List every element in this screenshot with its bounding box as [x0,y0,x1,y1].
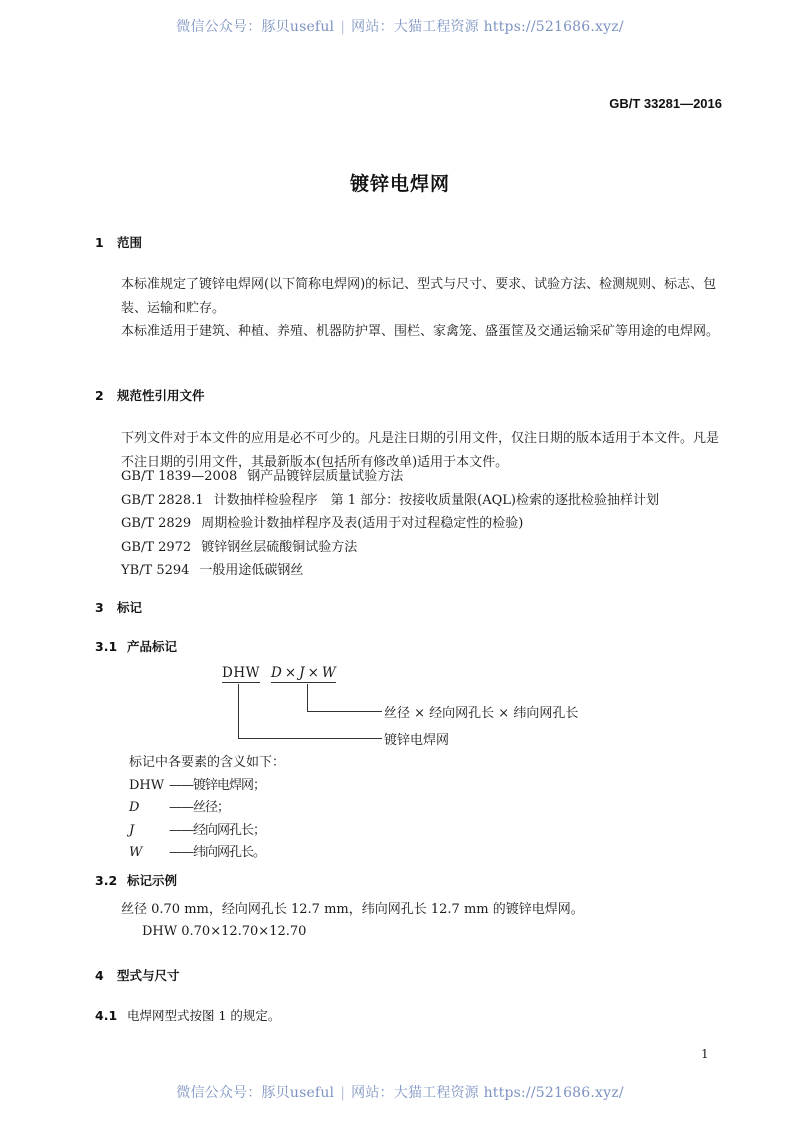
section-3-2-heading [95,871,177,889]
section-2-heading [95,386,205,404]
normative-references-list [121,465,659,583]
watermark-wechat: 微信公众号：豚贝useful [176,1085,335,1101]
definition-meaning: ——经向网孔长； [169,822,266,838]
reference-title: 镀锌钢丝层硫酸铜试验方法 [201,539,358,555]
marking-prefix: DHW [222,665,260,681]
section-number: 4.1 [95,1008,118,1023]
watermark-separator: | [340,19,346,35]
section-1-paragraph-1 [95,273,725,321]
definition-item [129,797,285,820]
var-j: J [299,665,305,681]
section-1-heading [95,233,142,251]
reference-code: GB/T 2829 [121,516,192,531]
definition-symbol: DHW [129,777,165,793]
watermark-separator: | [340,1085,346,1101]
section-title: 型式与尺寸 [117,968,180,983]
section-text: 电焊网型式按图 1 的规定。 [127,1008,281,1023]
times-sign: × [284,665,297,681]
var-w: W [321,665,336,681]
section-number: 3.2 [95,873,118,888]
section-title: 范围 [117,235,143,250]
reference-code: GB/T 1839—2008 [121,469,238,484]
section-number: 3.1 [95,639,118,654]
marking-example-text: 丝径 0.70 mm，经向网孔长 12.7 mm，纬向网孔长 12.7 mm 的镀锌电焊网。 [121,902,584,917]
page-number: 1 [701,1047,709,1061]
definition-item [129,842,285,865]
reference-code: GB/T 2828.1 [121,492,204,508]
section-title: 标记 [117,600,143,615]
section-title: 规范性引用文件 [117,388,205,403]
section-title: 标记示例 [127,873,178,888]
reference-title: 钢产品镀锌层质量试验方法 [247,469,404,484]
label-dimensions: 丝径 × 经向网孔长 × 纬向网孔长 [384,706,579,721]
section-number: 1 [95,235,104,250]
definition-meaning: ——丝径； [169,800,230,815]
paragraph-text: 本标准规定了镀锌电焊网(以下简称电焊网)的标记、型式与尺寸、要求、试验方法、检测规则、标志、包装、运输和贮存。 [121,277,717,316]
watermark-website: 网站：大猫工程资源 https://521686.xyz/ [351,1085,624,1101]
document-title: 镀锌电焊网 [349,173,450,195]
section-number: 3 [95,600,104,615]
marking-definitions [129,752,285,865]
definition-meaning: ——镀锌电焊网； [169,777,266,793]
definition-symbol: J [129,822,135,838]
section-3-1-heading [95,637,177,655]
reference-code: YB/T 5294 [121,563,190,578]
reference-item [121,465,659,489]
section-number: 2 [95,388,104,403]
paragraph-text: 下列文件对于本文件的应用是必不可少的。凡是注日期的引用文件，仅注日期的版本适用于本文件。凡是不注日期的引用文件，其最新版本(包括所有修改单)适用于本文件。 [121,431,720,470]
times-sign: × [307,665,319,681]
definition-item [129,775,285,798]
reference-code: GB/T 2972 [121,539,192,555]
reference-item [121,512,659,536]
reference-item [121,559,659,583]
paragraph-text: 本标准适用于建筑、种植、养殖、机器防护罩、围栏、家禽笼、盛蛋筐及交通运输采矿等用途的电焊网。 [121,324,720,339]
marking-formula [271,665,336,683]
var-d: D [271,665,282,681]
marking-example-code: DHW 0.70×12.70×12.70 [142,924,307,939]
section-3-heading [95,598,142,616]
reference-item [121,536,659,560]
product-marking-diagram [200,665,620,755]
reference-title: 一般用途低碳钢丝 [199,563,304,578]
section-4-1 [95,1006,280,1024]
section-1-paragraph-2 [95,320,725,344]
section-number: 4 [95,968,104,983]
reference-title: 计数抽样检验程序 第 1 部分：按接收质量限(AQL)检索的逐批检验抽样计划 [213,492,659,508]
definition-symbol: W [129,845,143,860]
reference-title: 周期检验计数抽样程序及表(适用于对过程稳定性的检验) [201,516,524,531]
connector-line [307,684,308,711]
label-product: 镀锌电焊网 [384,733,450,748]
watermark-wechat: 微信公众号：豚贝useful [176,19,335,35]
section-title: 产品标记 [127,639,178,654]
standard-code: GB/T 33281—2016 [609,96,722,111]
connector-line [307,711,382,712]
section-4-heading [95,966,180,984]
definition-symbol: D [129,800,140,815]
watermark-bottom [0,1082,800,1102]
connector-line [238,684,239,738]
connector-line [238,738,382,739]
watermark-website: 网站：大猫工程资源 https://521686.xyz/ [351,19,624,35]
watermark-top [0,16,800,36]
reference-item [121,489,659,513]
definition-meaning: ——纬向网孔长。 [169,845,266,860]
definitions-intro: 标记中各要素的含义如下： [129,755,286,770]
definition-item [129,820,285,843]
